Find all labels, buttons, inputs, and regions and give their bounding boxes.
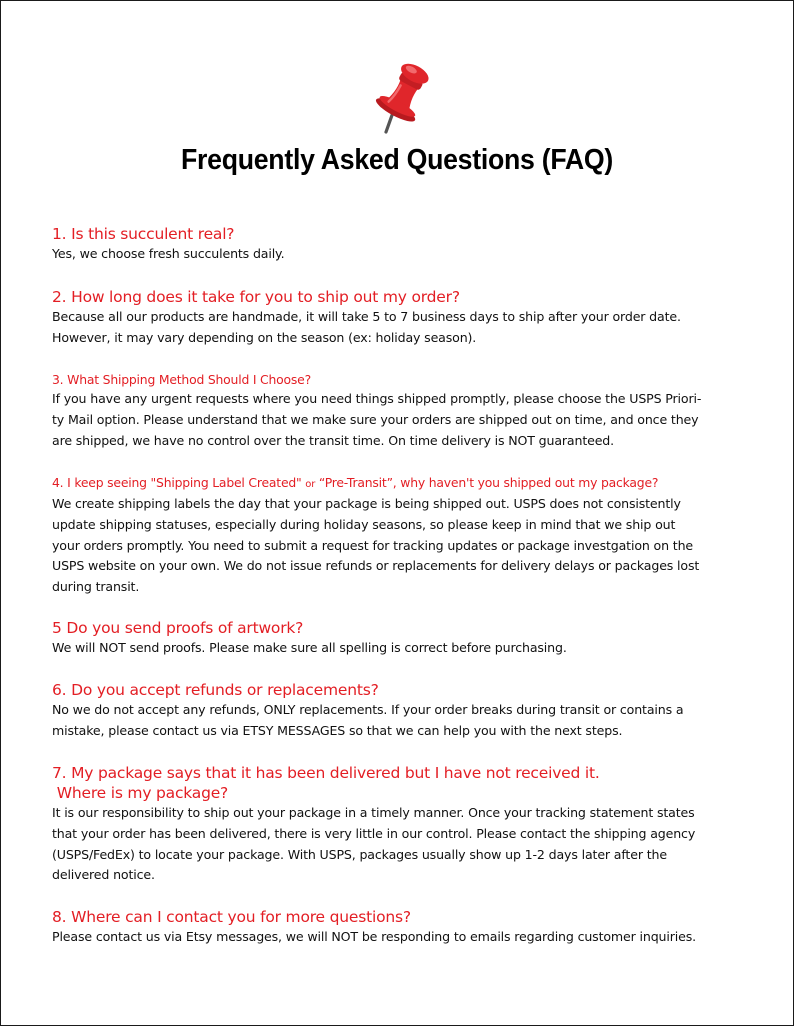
faq-question: 8. Where can I contact you for more questions? [52, 908, 411, 926]
answer-line: ty Mail option. Please understand that we make sure your orders are shipped out on time, and once they [52, 411, 699, 427]
answer-line: Because all our products are handmade, it will take 5 to 7 business days to ship after your order date. [52, 309, 681, 324]
question-part: “Pre-Transit”, why haven't you shipped out my package? [315, 475, 659, 490]
faq-question: 1. Is this succulent real? [52, 225, 235, 243]
answer-line: that your order has been delivered, there is very little in our control. Please contact the shipping agency [52, 825, 696, 841]
faq-question: 7. My package says that it has been delivered but I have not received it. [52, 764, 600, 782]
answer-line: USPS website on your own. We do not issue refunds or replacements for delivery delays or packages lost [52, 558, 700, 574]
faq-item-6 [52, 680, 742, 742]
page-title: Frequently Asked Questions (FAQ) [181, 144, 613, 176]
answer-line: If you have any urgent requests where you need things shipped promptly, please choose the USPS Priori- [52, 391, 702, 406]
faq-question: 5 Do you send proofs of artwork? [52, 619, 304, 637]
answer-line: delivered notice. [52, 867, 155, 883]
faq-item-2 [52, 287, 742, 349]
faq-question: 6. Do you accept refunds or replacements? [52, 681, 379, 699]
question-part: 4. I keep seeing "Shipping Label Created" [52, 475, 306, 490]
answer-line: your orders promptly. You need to submit a request for tracking updates or package investgation on the [52, 537, 694, 553]
pushpin-icon [370, 58, 434, 134]
faq-answer [52, 307, 742, 349]
faq-answer [52, 638, 742, 659]
answer-line: (USPS/FedEx) to locate your package. With USPS, packages usually show up 1-2 days later after the [52, 846, 667, 862]
question-part: or [305, 479, 316, 490]
answer-line: mistake, please contact us via ETSY MESSAGES so that we can help you with the next steps. [52, 722, 623, 738]
answer-line: update shipping statuses, especially during holiday seasons, so please keep in mind that we ship out [52, 516, 676, 532]
answer-line: No we do not accept any refunds, ONLY replacements. If your order breaks during transit or contains a [52, 702, 684, 717]
answer-line: are shipped, we have no control over the transit time. On time delivery is NOT guaranteed. [52, 432, 615, 448]
faq-item-7 [52, 763, 742, 886]
faq-answer [52, 389, 742, 451]
faq-question: 3. What Shipping Method Should I Choose? [52, 372, 311, 387]
faq-question: Where is my package? [52, 784, 229, 802]
faq-answer [52, 494, 742, 598]
faq-question: 2. How long does it take for you to ship out my order? [52, 288, 460, 306]
faq-answer [52, 803, 742, 886]
answer-line: We create shipping labels the day that your package is being shipped out. USPS does not consistently [52, 496, 681, 511]
faq-item-5 [52, 618, 742, 659]
faq-answer [52, 927, 742, 948]
faq-answer [52, 700, 742, 742]
faq-item-8 [52, 907, 742, 948]
faq-item-4 [52, 474, 742, 598]
answer-line: We will NOT send proofs. Please make sure all spelling is correct before purchasing. [52, 640, 567, 655]
faq-answer [52, 244, 742, 265]
faq-item-3 [52, 371, 742, 451]
answer-line: It is our responsibility to ship out your package in a timely manner. Once your tracking statement states [52, 805, 695, 820]
answer-line: Please contact us via Etsy messages, we will NOT be responding to emails regarding customer inquiries. [52, 929, 696, 944]
answer-line: Yes, we choose fresh succulents daily. [52, 246, 285, 261]
faq-item-1 [52, 224, 742, 265]
answer-line: However, it may vary depending on the season (ex: holiday season). [52, 329, 477, 345]
answer-line: during transit. [52, 579, 140, 595]
faq-question [52, 474, 742, 494]
